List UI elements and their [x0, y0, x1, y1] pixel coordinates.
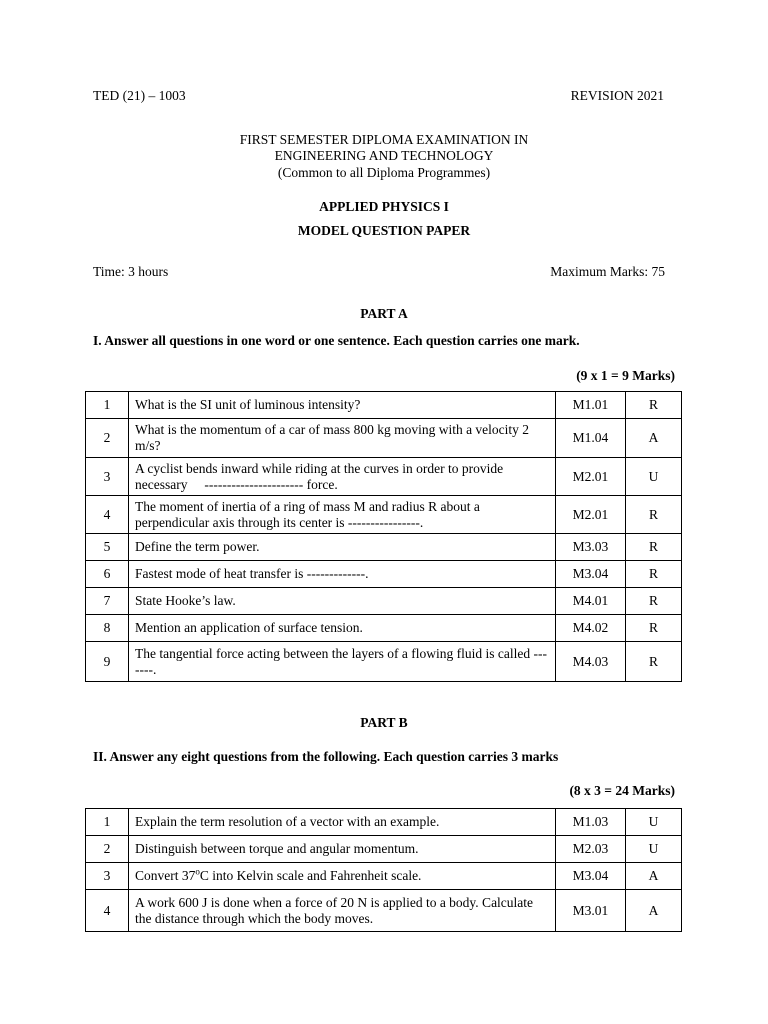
module-code: M4.03 — [556, 642, 626, 682]
question-text: The tangential force acting between the layers of a flowing fluid is called -------. — [129, 642, 556, 682]
part-a-question-table — [85, 391, 682, 682]
time-marks-row — [93, 264, 665, 280]
module-code: M1.01 — [556, 392, 626, 419]
question-number: 2 — [86, 419, 129, 458]
part-b-question-table — [85, 808, 682, 932]
module-code: M2.01 — [556, 458, 626, 496]
cognitive-level: R — [626, 561, 682, 588]
table-row — [86, 615, 682, 642]
module-code: M3.03 — [556, 534, 626, 561]
table-row — [86, 561, 682, 588]
time-label: Time: 3 hours — [93, 264, 169, 279]
cognitive-level: A — [626, 863, 682, 890]
table-row — [86, 588, 682, 615]
cognitive-level: U — [626, 809, 682, 836]
table-row — [86, 863, 682, 890]
question-text: State Hooke’s law. — [129, 588, 556, 615]
cognitive-level: U — [626, 836, 682, 863]
exam-title-line-1: FIRST SEMESTER DIPLOMA EXAMINATION IN — [239, 132, 529, 147]
question-number: 3 — [86, 863, 129, 890]
part-b-instruction: II. Answer any eight questions from the following. Each question carries 3 marks — [93, 749, 559, 764]
module-code: M3.01 — [556, 890, 626, 932]
part-a-instruction: I. Answer all questions in one word or one sentence. Each question carries one mark. — [93, 333, 580, 348]
cognitive-level: R — [626, 588, 682, 615]
question-number: 4 — [86, 890, 129, 932]
cognitive-level: R — [626, 642, 682, 682]
cognitive-level: R — [626, 534, 682, 561]
question-text: Fastest mode of heat transfer is -------------. — [129, 561, 556, 588]
table-row — [86, 392, 682, 419]
part-a-title: PART A — [360, 306, 408, 321]
question-number: 8 — [86, 615, 129, 642]
table-row — [86, 534, 682, 561]
max-marks-label: Maximum Marks: 75 — [550, 264, 665, 279]
question-text: A work 600 J is done when a force of 20 N is applied to a body. Calculate the distance through which the body moves. — [129, 890, 556, 932]
paper-header — [93, 88, 664, 104]
module-code: M1.04 — [556, 419, 626, 458]
table-row — [86, 496, 682, 534]
exam-title-line-2: ENGINEERING AND TECHNOLOGY — [274, 148, 494, 163]
degree-superscript: o — [195, 866, 200, 877]
part-b-marks: (8 x 3 = 24 Marks) — [569, 783, 675, 798]
question-number: 2 — [86, 836, 129, 863]
question-number: 3 — [86, 458, 129, 496]
cognitive-level: R — [626, 392, 682, 419]
table-row — [86, 809, 682, 836]
question-text: Explain the term resolution of a vector with an example. — [129, 809, 556, 836]
question-text: Define the term power. — [129, 534, 556, 561]
module-code: M1.03 — [556, 809, 626, 836]
question-text: Distinguish between torque and angular momentum. — [129, 836, 556, 863]
module-code: M2.03 — [556, 836, 626, 863]
exam-title-line-3: (Common to all Diploma Programmes) — [277, 165, 491, 180]
question-text: A cyclist bends inward while riding at the curves in order to provide necessary ---------------------- force. — [129, 458, 556, 496]
revision-label: REVISION 2021 — [570, 88, 664, 103]
question-text: Mention an application of surface tension. — [129, 615, 556, 642]
paper-type-title: MODEL QUESTION PAPER — [297, 223, 471, 238]
question-number: 1 — [86, 809, 129, 836]
table-row — [86, 890, 682, 932]
module-code: M4.02 — [556, 615, 626, 642]
question-number: 6 — [86, 561, 129, 588]
cognitive-level: A — [626, 419, 682, 458]
table-row — [86, 836, 682, 863]
question-number: 4 — [86, 496, 129, 534]
question-text-part: Convert 37 — [135, 868, 196, 883]
question-number: 1 — [86, 392, 129, 419]
module-code: M4.01 — [556, 588, 626, 615]
question-text: What is the SI unit of luminous intensity? — [129, 392, 556, 419]
cognitive-level: R — [626, 615, 682, 642]
question-text: What is the momentum of a car of mass 800 kg moving with a velocity 2 m/s? — [129, 419, 556, 458]
cognitive-level: A — [626, 890, 682, 932]
part-a-marks: (9 x 1 = 9 Marks) — [576, 368, 675, 383]
part-b-title: PART B — [360, 715, 408, 730]
table-row — [86, 458, 682, 496]
table-row — [86, 419, 682, 458]
question-text: The moment of inertia of a ring of mass M and radius R about a perpendicular axis through its center is ----------------. — [129, 496, 556, 534]
question-number: 9 — [86, 642, 129, 682]
table-row — [86, 642, 682, 682]
cognitive-level: R — [626, 496, 682, 534]
cognitive-level: U — [626, 458, 682, 496]
question-text — [129, 863, 556, 890]
question-number: 7 — [86, 588, 129, 615]
question-text-part: C into Kelvin scale and Fahrenheit scale. — [199, 868, 422, 883]
question-number: 5 — [86, 534, 129, 561]
module-code: M2.01 — [556, 496, 626, 534]
paper-code: TED (21) – 1003 — [93, 88, 186, 103]
module-code: M3.04 — [556, 863, 626, 890]
subject-title: APPLIED PHYSICS I — [319, 199, 449, 214]
module-code: M3.04 — [556, 561, 626, 588]
